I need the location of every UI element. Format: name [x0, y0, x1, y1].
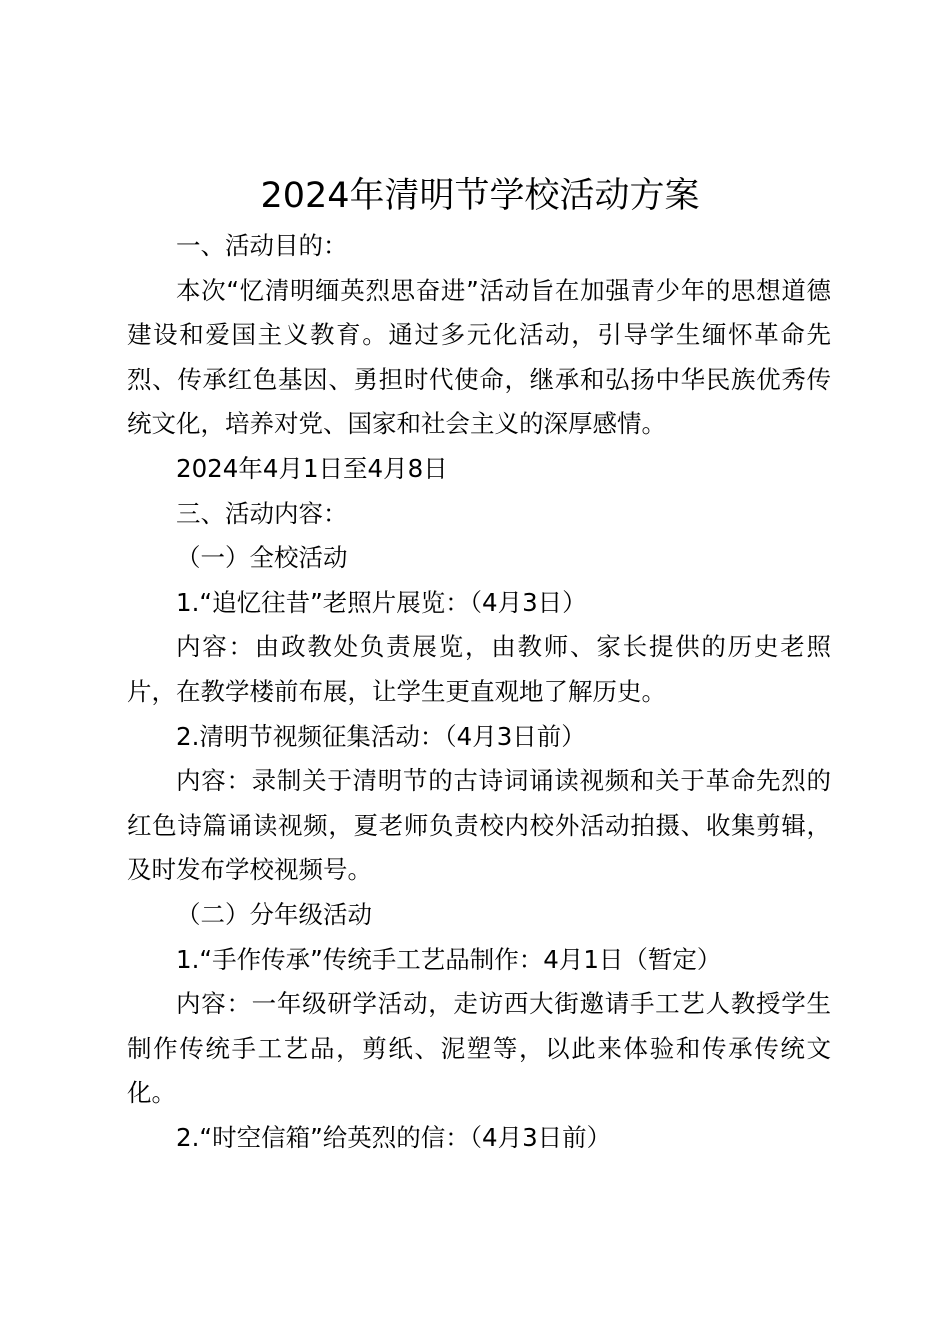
document-title: 2024年清明节学校活动方案 [260, 176, 700, 216]
subsection-heading-grade: （二）分年级活动 [176, 899, 372, 929]
paragraph-purpose: 本次“忆清明缅英烈思奋进”活动旨在加强青少年的思想道德建设和爱国主义教育。通过多元化活动，引导学生缅怀革命先烈、传承红色基因、勇担时代使命，继承和弘扬中华民族优秀传统文化，培养对党、国家和社会主义的深厚感情。 [127, 275, 831, 439]
item-heading-handicraft: 1.“手作传承”传统手工艺品制作：4月1日（暂定） [176, 944, 722, 974]
item-heading-letters: 2.“时空信箱”给英烈的信：（4月3日前） [176, 1122, 612, 1152]
section-heading-purpose: 一、活动目的： [176, 231, 348, 260]
document-body [127, 224, 831, 1160]
item-heading-photo-exhibit: 1.“追忆往昔”老照片展览：（4月3日） [176, 587, 587, 617]
section-heading-content: 三、活动内容： [176, 498, 348, 528]
paragraph-date-range: 2024年4月1日至4月8日 [176, 453, 448, 483]
item-content-photo-exhibit: 内容：由政教处负责展览，由教师、家长提供的历史老照片，在教学楼前布展，让学生更直观地了解历史。 [127, 632, 831, 706]
subsection-heading-school: （一）全校活动 [176, 543, 348, 573]
item-content-handicraft: 内容：一年级研学活动，走访西大街邀请手工艺人教授学生制作传统手工艺品，剪纸、泥塑等，以此来体验和传承传统文化。 [127, 989, 831, 1108]
item-heading-video-collection: 2.清明节视频征集活动：（4月3日前） [176, 721, 586, 751]
item-content-video-collection: 内容：录制关于清明节的古诗词诵读视频和关于革命先烈的红色诗篇诵读视频，夏老师负责校内校外活动拍摄、收集剪辑，及时发布学校视频号。 [127, 766, 831, 885]
